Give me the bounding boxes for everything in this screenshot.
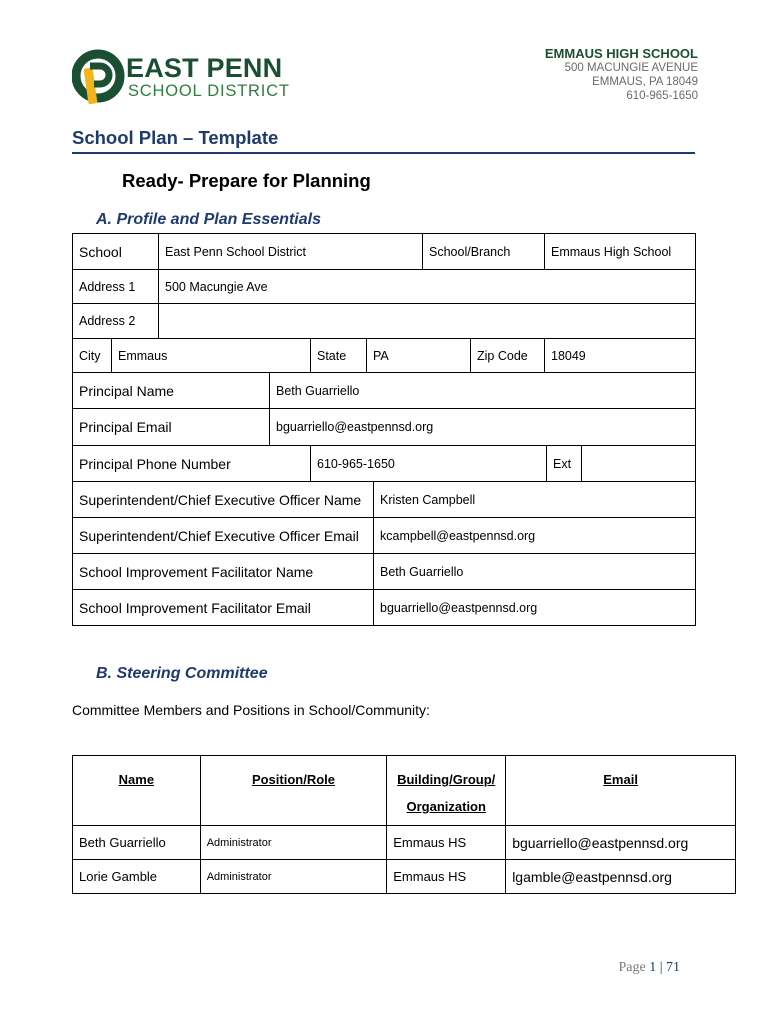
principal-name-label: Principal Name [73,373,270,408]
sif-name-label: School Improvement Facilitator Name [73,554,374,589]
member-email[interactable]: lgamble@eastpennsd.org [506,860,736,894]
branch-value[interactable]: Emmaus High School [551,244,672,259]
school-city: EMMAUS, PA 18049 [592,76,698,88]
member-email[interactable]: bguarriello@eastpennsd.org [506,826,736,860]
table-row [72,518,696,554]
col-header-building [387,756,506,826]
table-row [73,860,736,894]
header-email-text: Email [603,772,638,787]
supt-name-label: Superintendent/Chief Executive Officer Name [73,482,374,517]
school-phone: 610-965-1650 [626,90,698,102]
address1-label: Address 1 [73,270,159,303]
page-total: 71 [666,960,680,975]
member-building[interactable]: Emmaus HS [387,826,506,860]
committee-table [72,755,736,894]
member-role[interactable]: Administrator [200,860,387,894]
header-organization-text: Organization [406,799,486,814]
east-penn-logo-icon [72,46,128,110]
supt-email-label: Superintendent/Chief Executive Officer Email [73,518,374,553]
school-name: EMMAUS HIGH SCHOOL [544,46,698,61]
ext-value[interactable] [582,446,695,481]
page-footer [618,960,680,976]
header-name-text: Name [118,772,155,787]
member-name[interactable]: Beth Guarriello [73,826,201,860]
sif-email-label: School Improvement Facilitator Email [73,590,374,625]
table-row [72,270,696,304]
zip-label: Zip Code [471,339,545,372]
col-header-name [73,756,201,826]
col-header-email [506,756,736,826]
branch-label: School/Branch [423,234,545,269]
section-a-heading: A. Profile and Plan Essentials [96,211,321,228]
city-value[interactable]: Emmaus [112,339,311,372]
col-header-role [200,756,387,826]
school-street: 500 MACUNGIE AVENUE [564,62,698,74]
table-row [73,826,736,860]
school-value[interactable]: East Penn School District [159,234,423,269]
page-title: School Plan – Template [72,127,279,148]
address1-value[interactable]: 500 Macungie Ave [165,279,268,294]
table-header-row [73,756,736,826]
table-row [72,554,696,590]
page-separator: | [659,960,663,975]
committee-intro: Committee Members and Positions in School/Community: [72,702,430,718]
member-building[interactable]: Emmaus HS [387,860,506,894]
state-label: State [311,339,367,372]
header-role-text: Position/Role [251,772,335,787]
table-row [72,482,696,518]
section-b-heading: B. Steering Committee [96,665,268,682]
profile-table [72,233,696,626]
principal-email-label: Principal Email [73,409,270,445]
table-row [72,339,696,373]
city-label: City [73,339,112,372]
zip-value[interactable]: 18049 [551,348,586,363]
principal-phone-value[interactable]: 610-965-1650 [311,446,547,481]
member-name[interactable]: Lorie Gamble [73,860,201,894]
table-row [72,590,696,626]
header-building-text: Building/Group/ [397,772,496,787]
school-label: School [73,234,159,269]
school-address-block [545,47,698,103]
address2-label: Address 2 [73,304,159,338]
ext-label: Ext [547,446,582,481]
table-row [72,304,696,339]
logo-subtitle: SCHOOL DISTRICT [128,82,290,100]
page-number: 1 [649,960,657,975]
address2-value[interactable] [159,304,695,338]
principal-name-value[interactable]: Beth Guarriello [276,383,360,398]
section-heading-ready: Ready- Prepare for Planning [122,170,371,191]
sif-name-value[interactable]: Beth Guarriello [380,564,464,579]
page-word: Page [618,960,646,975]
state-value[interactable]: PA [367,339,471,372]
supt-email-value[interactable]: kcampbell@eastpennsd.org [380,528,536,543]
table-row [72,446,696,482]
table-row [72,409,696,446]
principal-phone-label: Principal Phone Number [73,446,311,481]
sif-email-value[interactable]: bguarriello@eastpennsd.org [380,600,538,615]
supt-name-value[interactable]: Kristen Campbell [380,492,476,507]
member-role[interactable]: Administrator [200,826,387,860]
title-divider [72,152,695,154]
principal-email-value[interactable]: bguarriello@eastpennsd.org [276,420,434,434]
logo-wordmark: EAST PENN [126,53,283,83]
table-row [72,233,696,270]
table-row [72,373,696,409]
